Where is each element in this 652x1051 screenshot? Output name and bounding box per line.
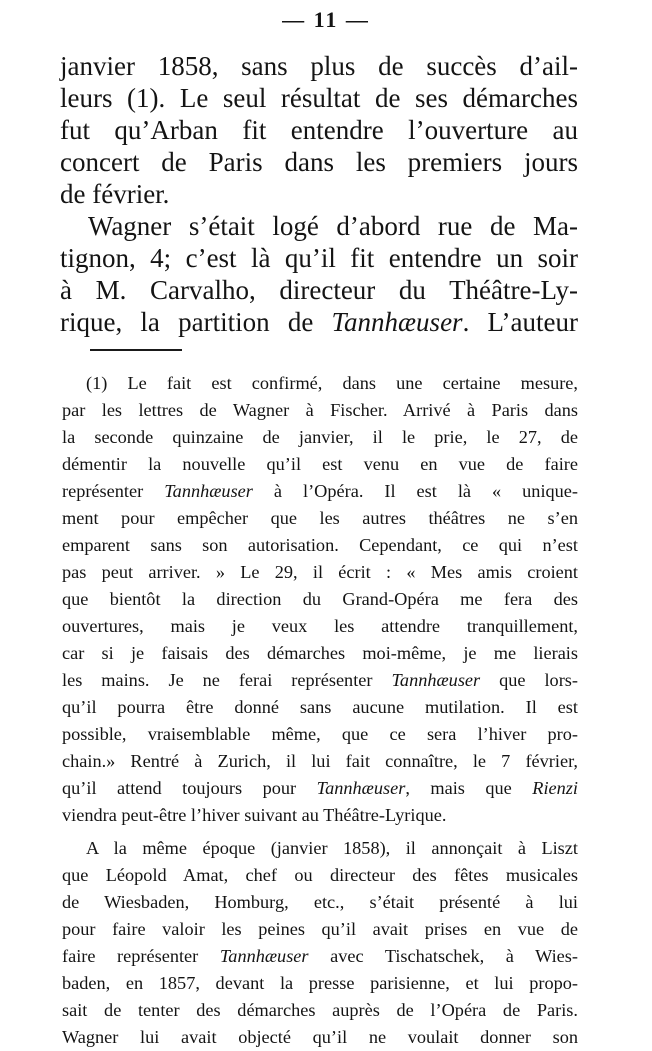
footnote-line: que bientôt la direction du Grand-Opéra me fera des: [62, 589, 578, 609]
footnote-line: possible, vraisemblable même, que ce sera l’hiver pro-: [62, 724, 578, 744]
footnote-line: [62, 775, 578, 802]
footnote-line: pour faire valoir les peines qu’il avait prises en vue de: [62, 919, 578, 939]
work-title: Tannhæuser: [391, 670, 481, 690]
text-fragment: rique, la partition de: [60, 307, 332, 337]
footnote-line: sait de tenter des démarches auprès de l’Opéra de Paris.: [62, 1000, 578, 1020]
text-line: janvier 1858, sans plus de succès d’ail-: [60, 51, 578, 81]
text-line: Wagner s’était logé d’abord rue de Ma-: [88, 211, 578, 241]
footnote-line: chain.» Rentré à Zurich, il lui fait connaître, le 7 février,: [62, 751, 578, 771]
work-title: Tannhæuser: [164, 481, 253, 501]
text-line: tignon, 4; c’est là qu’il fit entendre un soir: [60, 243, 578, 273]
footnote-line: viendra peut-être l’hiver suivant au Théâtre-Lyrique.: [62, 805, 447, 825]
text-line: concert de Paris dans les premiers jours: [60, 147, 578, 177]
footnote-line: [62, 478, 578, 505]
footnote-line: (1) Le fait est confirmé, dans une certaine mesure,: [86, 373, 578, 393]
text-line: leurs (1). Le seul résultat de ses démarches: [60, 83, 578, 113]
footnote-line: [62, 667, 578, 694]
footnote-line: ouvertures, mais je veux les attendre tranquillement,: [62, 616, 578, 636]
footnote-line: que Léopold Amat, chef ou directeur des fêtes musicales: [62, 865, 578, 885]
footnote-line: démentir la nouvelle qu’il est venu en vue de faire: [62, 454, 578, 474]
text-fragment: avec Tischatschek, à Wies-: [308, 946, 578, 966]
text-line: [60, 306, 578, 338]
footnote-line: A la même époque (janvier 1858), il annonçait à Liszt: [86, 838, 578, 858]
text-fragment: que lors-: [480, 670, 578, 690]
text-fragment: représenter: [62, 481, 165, 501]
footnote-line: par les lettres de Wagner à Fischer. Arrivé à Paris dans: [62, 400, 578, 420]
footnote-divider: [90, 349, 182, 351]
footnote-line: de Wiesbaden, Homburg, etc., s’était présenté à lui: [62, 892, 578, 912]
text-fragment: à l’Opéra. Il est là « unique-: [252, 481, 579, 501]
text-line: à M. Carvalho, directeur du Théâtre-Ly-: [60, 275, 578, 305]
footnote-line: car si je faisais des démarches moi-même, je me lierais: [62, 643, 578, 663]
work-title: Tannhæuser: [219, 946, 309, 966]
text-fragment: faire représenter: [62, 946, 220, 966]
text-fragment: . L’auteur: [462, 307, 578, 337]
work-title: Rienzi: [532, 778, 578, 798]
footnote-line: pas peut arriver. » Le 29, il écrit : « Mes amis croient: [62, 562, 578, 582]
footnote-line: emparent sans son autorisation. Cependant, ce qui n’est: [62, 535, 578, 555]
footnotes: [62, 370, 578, 1051]
footnote-line: [62, 943, 578, 970]
text-fragment: , mais que: [405, 778, 533, 798]
work-title: Tannhæuser: [316, 778, 406, 798]
footnote-line: baden, en 1857, devant la presse parisienne, et lui propo-: [62, 973, 578, 993]
text-fragment: les mains. Je ne ferai représenter: [62, 670, 392, 690]
text-fragment: qu’il attend toujours pour: [62, 778, 317, 798]
main-text: [60, 50, 578, 338]
footnote-line: Wagner lui avait objecté qu’il ne voulait donner son: [62, 1027, 578, 1047]
page-number: — 11 —: [282, 7, 370, 32]
text-line: de février.: [60, 179, 170, 209]
work-title: Tannhæuser: [331, 307, 463, 337]
footnote-line: ment pour empêcher que les autres théâtres ne s’en: [62, 508, 578, 528]
footnote-line: la seconde quinzaine de janvier, il le prie, le 27, de: [62, 427, 578, 447]
footnote-line: qu’il pourra être donné sans aucune mutilation. Il est: [62, 697, 578, 717]
text-line: fut qu’Arban fit entendre l’ouverture au: [60, 115, 578, 145]
